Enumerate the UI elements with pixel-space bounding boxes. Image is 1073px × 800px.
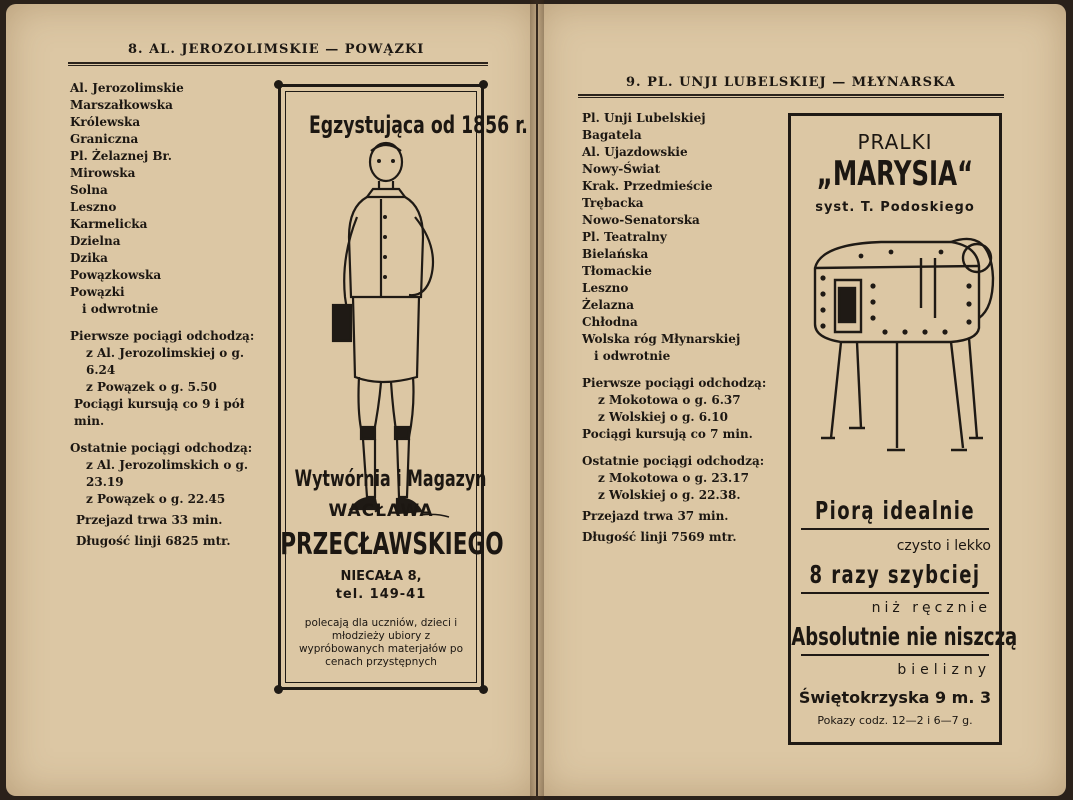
left-page-header: 8. AL. JEROZOLIMSKIE — POWĄZKI bbox=[128, 42, 425, 57]
right-last-train-2: z Wolskiej o g. 22.38. bbox=[598, 488, 741, 502]
left-route-stop: Leszno bbox=[70, 200, 117, 214]
right-route-stop: Pl. Unji Lubelskiej bbox=[582, 111, 706, 125]
ad-slogan-washes-ideally: Piorą idealnie bbox=[815, 496, 975, 525]
ad-system-author: syst. T. Podoskiego bbox=[815, 200, 975, 215]
left-route-stop: Graniczna bbox=[70, 132, 139, 146]
ad-slogan-clean-easy: czysto i lekko bbox=[896, 538, 991, 554]
ad-address-swietokrzyska: Świętokrzyska 9 m. 3 bbox=[798, 688, 992, 707]
left-first-train-2: z Powązek o g. 5.50 bbox=[86, 380, 217, 394]
ad-name-last: PRZECŁAWSKIEGO bbox=[280, 527, 504, 562]
right-page-header: 9. PL. UNJI LUBELSKIEJ — MŁYNARSKA bbox=[626, 75, 956, 90]
ad-rule-3 bbox=[801, 654, 989, 656]
left-frequency: Pociągi kursują co 9 i pół min. bbox=[74, 397, 245, 428]
right-header-rule bbox=[578, 94, 1004, 98]
right-route-stop: Tłomackie bbox=[582, 264, 652, 278]
ad-slogan-8x-faster: 8 razy szybciej bbox=[809, 560, 981, 589]
ad-name-first: WACŁAWA bbox=[328, 501, 434, 521]
left-route-stop: Powązkowska bbox=[70, 268, 162, 282]
right-first-train-1: z Mokotowa o g. 6.37 bbox=[598, 393, 741, 407]
right-route-stop: Krak. Przedmieście bbox=[582, 179, 713, 193]
left-route-stop: Dzika bbox=[70, 251, 108, 265]
right-route-stop: Żelazna bbox=[582, 298, 635, 312]
right-route-stop: Al. Ujazdowskie bbox=[582, 145, 688, 159]
left-route-stop: Powązki bbox=[70, 285, 125, 299]
left-route-info bbox=[70, 80, 265, 550]
right-route-stop: i odwrotnie bbox=[594, 349, 671, 363]
ad-rule-2 bbox=[801, 592, 989, 594]
ad-workshop-title: Wytwórnia i Magazyn bbox=[294, 467, 487, 492]
left-last-train-1: z Al. Jerozolimskich o g. 23.19 bbox=[86, 458, 249, 489]
ad-demo-hours: Pokazy codz. 12—2 i 6—7 g. bbox=[817, 714, 973, 727]
right-route-stop: Bagatela bbox=[582, 128, 642, 142]
left-route-stop: Solna bbox=[70, 183, 108, 197]
left-route-stop: Karmelicka bbox=[70, 217, 148, 231]
left-route-stop: i odwrotnie bbox=[82, 302, 159, 316]
right-route-stop: Nowo-Senatorska bbox=[582, 213, 700, 227]
ad-description: polecają dla uczniów, dzieci i młodzieży ubiory z wypróbowanych materjałów po cenach przystępnych bbox=[298, 617, 464, 668]
left-travel-time: Przejazd trwa 33 min. bbox=[76, 513, 223, 527]
right-route-stop: Bielańska bbox=[582, 247, 649, 261]
washing-machine-illustration bbox=[801, 228, 997, 488]
left-first-train-1: z Al. Jerozolimskiej o g. 6.24 bbox=[86, 346, 245, 377]
right-route-stop: Leszno bbox=[582, 281, 629, 295]
left-line-length: Długość linji 6825 mtr. bbox=[76, 534, 231, 548]
ad-address: NIECAŁA 8, bbox=[340, 569, 422, 584]
right-frequency: Pociągi kursują co 7 min. bbox=[582, 427, 753, 441]
left-route-stop: Dzielna bbox=[70, 234, 121, 248]
right-advertisement bbox=[788, 113, 1018, 745]
right-route-stops bbox=[582, 110, 777, 365]
right-last-train-1: z Mokotowa o g. 23.17 bbox=[598, 471, 749, 485]
left-route-stop: Marszałkowska bbox=[70, 98, 173, 112]
left-route-stop: Al. Jerozolimskie bbox=[70, 81, 184, 95]
right-route-stop: Nowy-Świat bbox=[582, 162, 661, 176]
right-line-length: Długość linji 7569 mtr. bbox=[582, 530, 737, 544]
ad-rule-1 bbox=[801, 528, 989, 530]
left-last-trains-title: Ostatnie pociągi odchodzą: bbox=[70, 441, 253, 455]
right-route-stop: Chłodna bbox=[582, 315, 638, 329]
left-last-train-2: z Powązek o g. 22.45 bbox=[86, 492, 226, 506]
ad-phone: tel. 149-41 bbox=[335, 587, 427, 602]
left-route-stops bbox=[70, 80, 265, 318]
right-first-trains-title: Pierwsze pociągi odchodzą: bbox=[582, 376, 767, 390]
left-route-stop: Mirowska bbox=[70, 166, 136, 180]
left-header-rule bbox=[68, 62, 488, 66]
right-route-info bbox=[582, 110, 777, 546]
left-first-trains-title: Pierwsze pociągi odchodzą: bbox=[70, 329, 255, 343]
ad-slogan-do-not-damage: Absolutnie nie niszczą bbox=[791, 622, 1018, 651]
right-last-trains-title: Ostatnie pociągi odchodzą: bbox=[582, 454, 765, 468]
left-advertisement bbox=[278, 84, 528, 690]
ad-slogan-than-by-hand: niż ręcznie bbox=[871, 600, 991, 616]
right-first-train-2: z Wolskiej o g. 6.10 bbox=[598, 410, 728, 424]
right-travel-time: Przejazd trwa 37 min. bbox=[582, 509, 729, 523]
ad-washers-label: PRALKI bbox=[857, 130, 933, 154]
book-gutter bbox=[530, 0, 544, 800]
ad-since-1856: Egzystująca od 1856 r. bbox=[309, 111, 528, 139]
left-route-stop: Królewska bbox=[70, 115, 141, 129]
ad-slogan-linen: bielizny bbox=[897, 662, 991, 678]
right-route-stop: Trębacka bbox=[582, 196, 644, 210]
ad-brand-marysia: „MARYSIA“ bbox=[816, 154, 974, 194]
left-route-stop: Pl. Żelaznej Br. bbox=[70, 149, 172, 163]
right-route-stop: Wolska róg Młynarskiej bbox=[582, 332, 741, 346]
right-route-stop: Pl. Teatralny bbox=[582, 230, 667, 244]
